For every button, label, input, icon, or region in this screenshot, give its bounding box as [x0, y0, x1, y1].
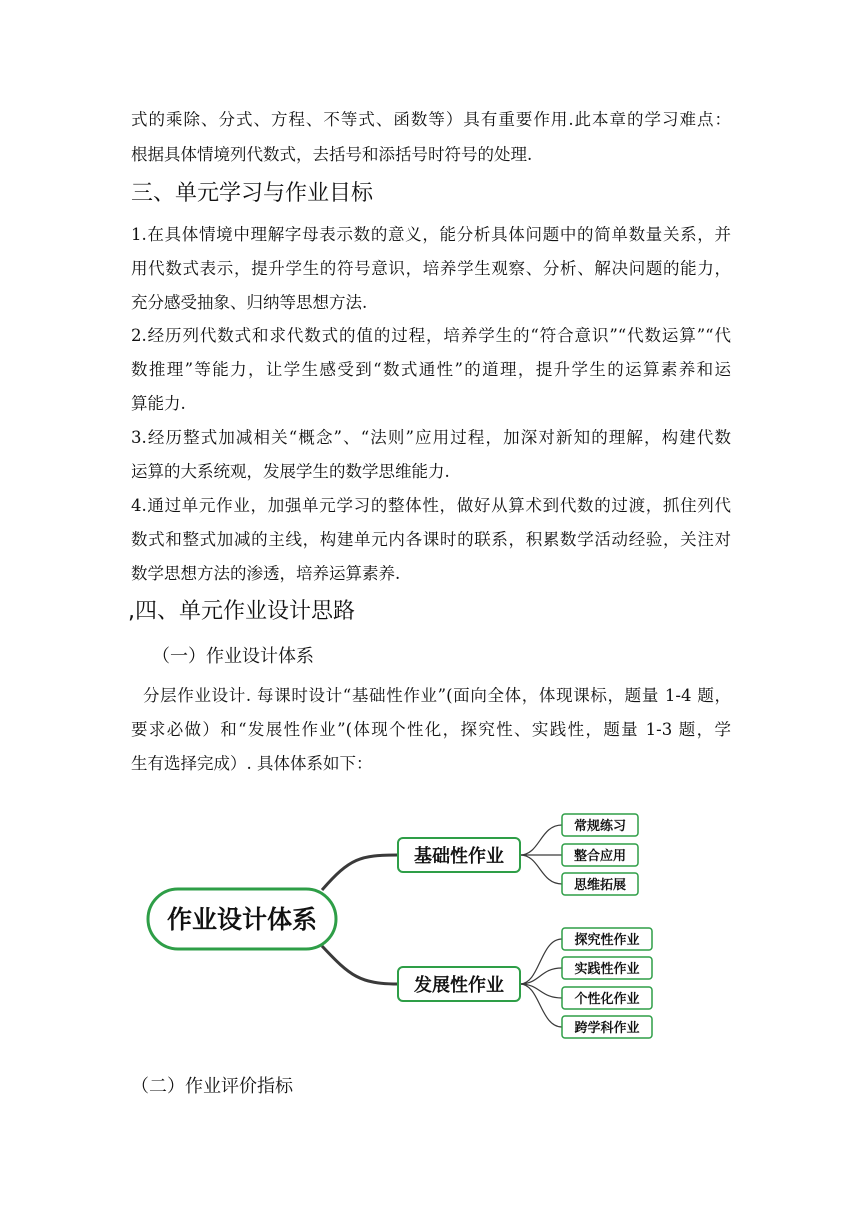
homework-system-mindmap	[0, 800, 860, 1060]
connector-root-branch2	[322, 946, 398, 984]
leaf-node	[562, 1016, 652, 1038]
branch-node-development	[398, 967, 520, 1001]
section-4-heading: ,四、单元作业设计思路	[128, 599, 355, 624]
root-node-label: 作业设计体系	[166, 905, 318, 934]
leaf-label: 探究性作业	[574, 933, 640, 948]
design-para-line-2: 要求必做）和“发展性作业”(体现个性化，探究性、实践性，题量 1-3 题，学	[131, 720, 731, 739]
goal-1-line-2: 用代数式表示，提升学生的符号意识，培养学生观察、分析、解决问题的能力，	[131, 259, 731, 278]
branch-node-basic	[398, 838, 520, 872]
goal-1-line-3: 充分感受抽象、归纳等思想方法.	[131, 293, 368, 312]
goal-4-line-2: 数式和整式加减的主线，构建单元内各课时的联系，积累数学活动经验，关注对	[131, 530, 731, 549]
goal-2-line-3: 算能力.	[131, 394, 186, 413]
connector-root-branch1	[322, 855, 398, 890]
leaf-label: 跨学科作业	[574, 1021, 640, 1036]
design-para-line-1: 分层作业设计. 每课时设计“基础性作业”(面向全体，体现课标，题量 1-4 题，	[143, 686, 731, 705]
leaf-node	[562, 957, 652, 979]
leaf-node	[562, 873, 638, 895]
connector-b2-leaf4	[520, 984, 562, 1027]
branch-node-basic-label: 基础性作业	[414, 846, 504, 867]
leaf-node	[562, 987, 652, 1009]
root-node	[148, 889, 336, 949]
leaf-node	[562, 844, 638, 866]
design-para-line-3: 生有选择完成）. 具体体系如下：	[131, 754, 373, 773]
goal-3-line-2: 运算的大系统观，发展学生的数学思维能力.	[131, 462, 450, 481]
branch-node-development-label: 发展性作业	[414, 975, 504, 996]
goal-4-line-3: 数学思想方法的渗透，培养运算素养.	[131, 564, 401, 583]
leaf-node	[562, 814, 638, 836]
leaf-node	[562, 928, 652, 950]
leaf-label: 个性化作业	[574, 992, 640, 1007]
connector-b1-leaf1	[520, 825, 562, 855]
leaf-label: 常规练习	[573, 819, 627, 834]
connector-b1-leaf3	[520, 855, 562, 884]
leaf-label: 思维拓展	[573, 878, 627, 893]
intro-line-2: 根据具体情境列代数式，去括号和添括号时符号的处理.	[131, 145, 533, 164]
goal-3-line-1: 3.经历整式加减相关“概念”、“法则”应用过程，加深对新知的理解，构建代数	[131, 428, 731, 447]
leaf-label: 整合应用	[573, 849, 627, 864]
section-3-heading: 三、单元学习与作业目标	[131, 181, 374, 206]
subsection-1-heading: （一）作业设计体系	[152, 646, 314, 667]
subsection-2-heading: （二）作业评价指标	[131, 1076, 293, 1097]
goal-2-line-2: 数推理”等能力，让学生感受到“数式通性”的道理，提升学生的运算素养和运	[131, 360, 731, 379]
connector-b2-leaf1	[520, 939, 562, 984]
goal-1-line-1: 1.在具体情境中理解字母表示数的意义，能分析具体问题中的简单数量关系，并	[131, 225, 731, 244]
goal-2-line-1: 2.经历列代数式和求代数式的值的过程，培养学生的“符合意识”“代数运算”“代	[131, 326, 731, 345]
intro-line-1: 式的乘除、分式、方程、不等式、函数等）具有重要作用.此本章的学习难点：	[131, 110, 731, 129]
leaf-label: 实践性作业	[574, 962, 640, 977]
goal-4-line-1: 4.通过单元作业，加强单元学习的整体性，做好从算术到代数的过渡，抓住列代	[131, 496, 731, 515]
